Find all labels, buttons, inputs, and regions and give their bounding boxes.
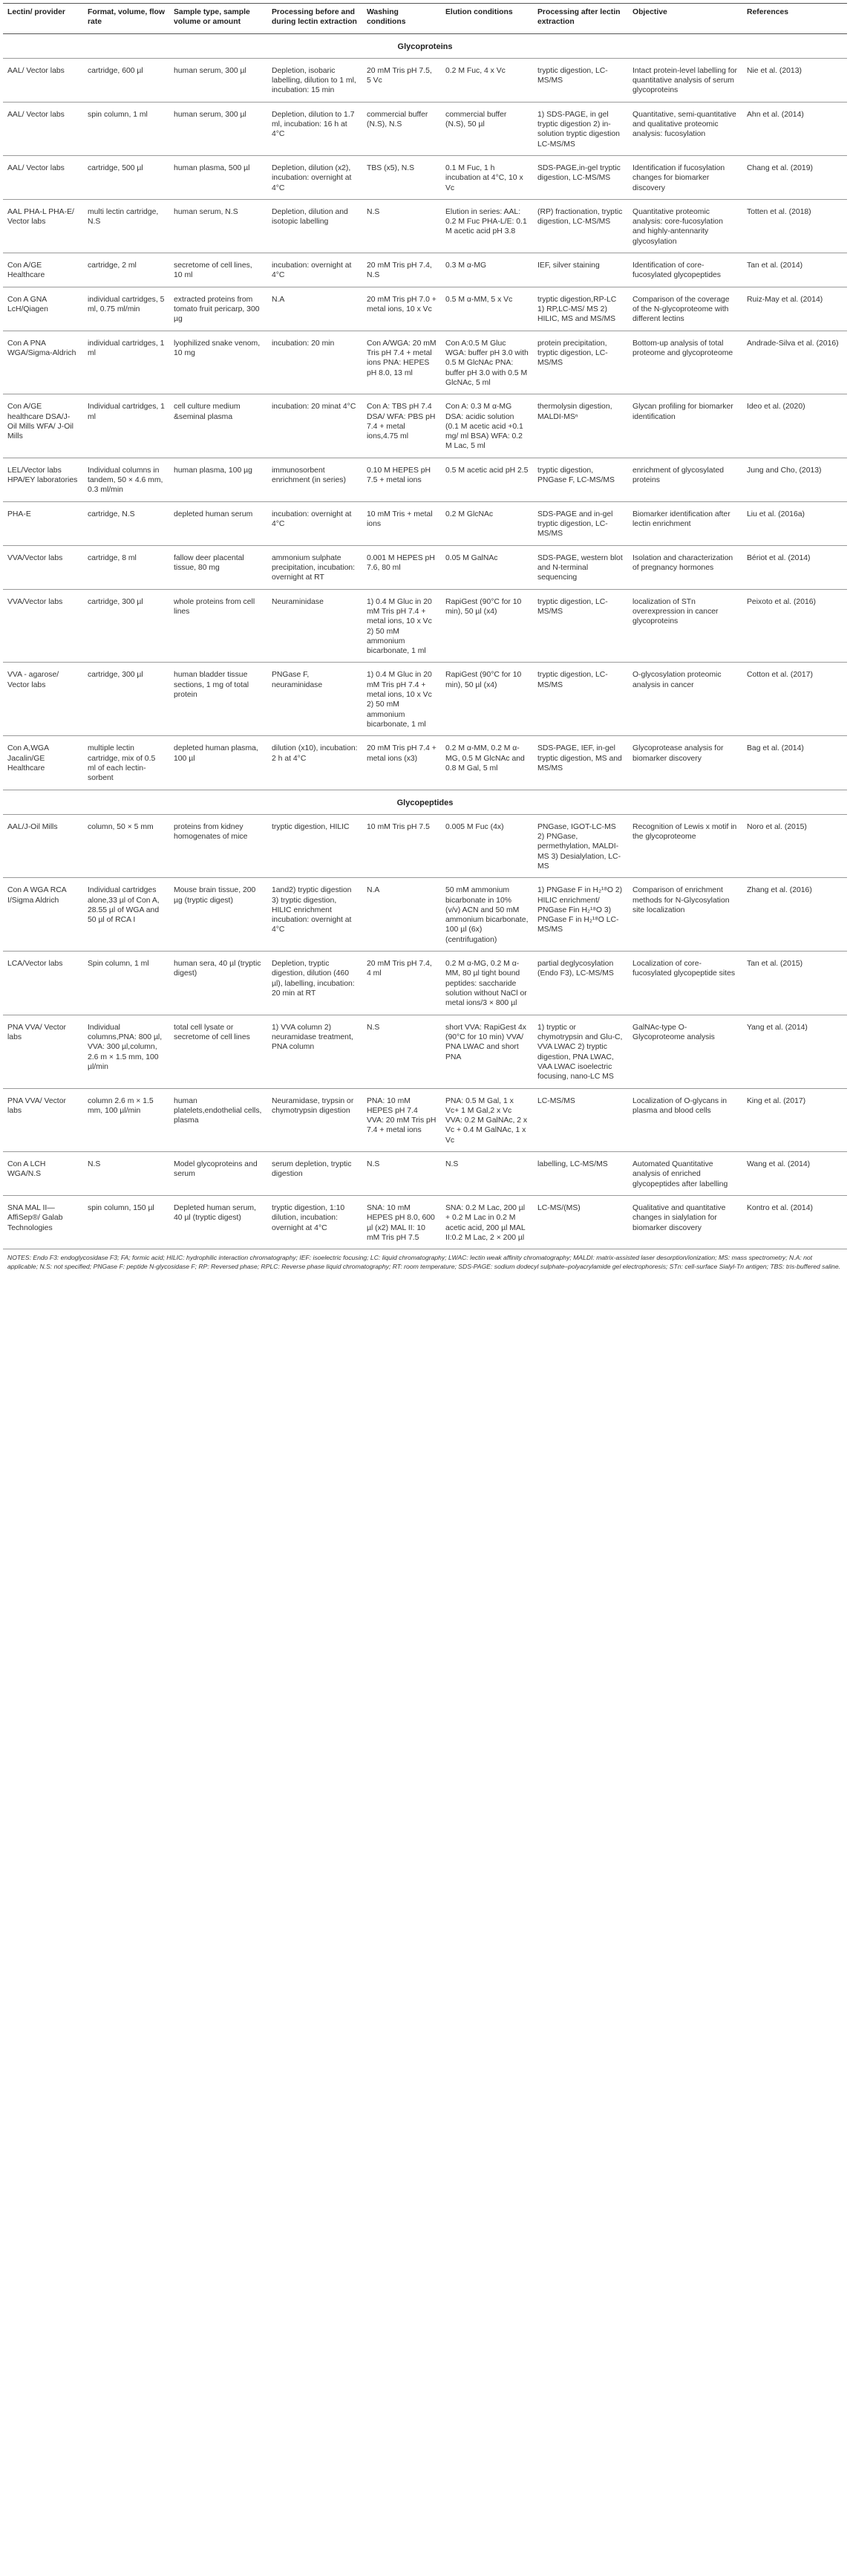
cell-processing-before: Depletion, isobaric labelling, dilution to 1 ml, incubation: 15 min bbox=[267, 58, 362, 102]
cell-objective: Comparison of the coverage of the N-glycoproteome with different lectins bbox=[628, 287, 742, 331]
cell-processing-before: Neuraminidase bbox=[267, 589, 362, 663]
cell-sample: lyophilized snake venom, 10 mg bbox=[169, 331, 267, 394]
cell-lectin-provider: LCA/Vector labs bbox=[3, 952, 83, 1015]
cell-format: Individual cartridges alone,33 µl of Con A, 28.55 µl of WGA and 50 µl of RCA I bbox=[83, 878, 169, 952]
cell-objective: Identification if fucosylation changes for biomarker discovery bbox=[628, 155, 742, 199]
cell-objective: localization of STn overexpression in cancer glycoproteins bbox=[628, 589, 742, 663]
cell-format: Individual cartridges, 1 ml bbox=[83, 394, 169, 458]
cell-washing: 20 mM Tris pH 7.4 + metal ions (x3) bbox=[362, 736, 441, 790]
cell-format: column 2.6 m × 1.5 mm, 100 µl/min bbox=[83, 1088, 169, 1152]
col-header-sample: Sample type, sample volume or amount bbox=[169, 4, 267, 34]
table-row bbox=[3, 878, 847, 952]
cell-lectin-provider: AAL/ Vector labs bbox=[3, 102, 83, 155]
cell-processing-after: tryptic digestion, PNGase F, LC-MS/MS bbox=[533, 458, 628, 501]
cell-format: multiple lectin cartridge, mix of 0.5 ml of each lectin-sorbent bbox=[83, 736, 169, 790]
cell-reference: Peixoto et al. (2016) bbox=[742, 589, 847, 663]
cell-washing: 10 mM Tris + metal ions bbox=[362, 501, 441, 545]
table-row bbox=[3, 458, 847, 501]
cell-processing-before: incubation: overnight at 4°C bbox=[267, 253, 362, 287]
cell-reference: Ideo et al. (2020) bbox=[742, 394, 847, 458]
cell-format: spin column, 150 µl bbox=[83, 1196, 169, 1249]
cell-processing-after: (RP) fractionation, tryptic digestion, LC-MS/MS bbox=[533, 199, 628, 253]
cell-elution: 0.05 M GalNAc bbox=[441, 545, 533, 589]
cell-reference: Tan et al. (2014) bbox=[742, 253, 847, 287]
section-title: Glycopeptides bbox=[3, 790, 847, 814]
cell-lectin-provider: Con A/GE Healthcare bbox=[3, 253, 83, 287]
cell-processing-before: serum depletion, tryptic digestion bbox=[267, 1152, 362, 1196]
cell-elution: 0.1 M Fuc, 1 h incubation at 4°C, 10 x Vᴄ bbox=[441, 155, 533, 199]
cell-washing: 1) 0.4 M Gluc in 20 mM Tris pH 7.4 + metal ions, 10 x Vᴄ 2) 50 mM ammonium bicarbonate, 1 ml bbox=[362, 589, 441, 663]
table-row bbox=[3, 155, 847, 199]
col-header-objective: Objective bbox=[628, 4, 742, 34]
cell-lectin-provider: PNA VVA/ Vector labs bbox=[3, 1088, 83, 1152]
cell-lectin-provider: PNA VVA/ Vector labs bbox=[3, 1015, 83, 1088]
cell-reference: Kontro et al. (2014) bbox=[742, 1196, 847, 1249]
cell-format: cartridge, 2 ml bbox=[83, 253, 169, 287]
cell-lectin-provider: VVA/Vector labs bbox=[3, 545, 83, 589]
cell-sample: human sera, 40 µl (tryptic digest) bbox=[169, 952, 267, 1015]
cell-objective: Identification of core-fucosylated glycopeptides bbox=[628, 253, 742, 287]
cell-washing: Con A/WGA: 20 mM Tris pH 7.4 + metal ions PNA: HEPES pH 8.0, 13 ml bbox=[362, 331, 441, 394]
cell-reference: Tan et al. (2015) bbox=[742, 952, 847, 1015]
cell-reference: Ruiz-May et al. (2014) bbox=[742, 287, 847, 331]
table-row bbox=[3, 736, 847, 790]
cell-processing-before: Depletion, dilution (x2), incubation: overnight at 4°C bbox=[267, 155, 362, 199]
table-row bbox=[3, 58, 847, 102]
cell-elution: 0.5 M α-MM, 5 x Vᴄ bbox=[441, 287, 533, 331]
cell-objective: Biomarker identification after lectin enrichment bbox=[628, 501, 742, 545]
cell-washing: 0.10 M HEPES pH 7.5 + metal ions bbox=[362, 458, 441, 501]
cell-lectin-provider: SNA MAL II—AffiSep®/ Galab Technologies bbox=[3, 1196, 83, 1249]
cell-processing-before: incubation: overnight at 4°C bbox=[267, 501, 362, 545]
cell-lectin-provider: AAL PHA-L PHA-E/ Vector labs bbox=[3, 199, 83, 253]
cell-objective: Bottom-up analysis of total proteome and glycoproteome bbox=[628, 331, 742, 394]
cell-elution: N.S bbox=[441, 1152, 533, 1196]
cell-processing-before: Neuramidase, trypsin or chymotrypsin digestion bbox=[267, 1088, 362, 1152]
cell-washing: 20 mM Tris pH 7.4, 4 ml bbox=[362, 952, 441, 1015]
cell-reference: Andrade-Silva et al. (2016) bbox=[742, 331, 847, 394]
cell-reference: Nie et al. (2013) bbox=[742, 58, 847, 102]
table-row bbox=[3, 589, 847, 663]
cell-sample: human serum, 300 µl bbox=[169, 102, 267, 155]
cell-washing: TBS (x5), N.S bbox=[362, 155, 441, 199]
cell-processing-after: 1) tryptic or chymotrypsin and Glu-C, VVA LWAC 2) tryptic digestion, PNA LWAC, VAA LWAC isoelectric focusing, nano-LC MS bbox=[533, 1015, 628, 1088]
cell-lectin-provider: VVA - agarose/ Vector labs bbox=[3, 663, 83, 736]
page bbox=[0, 0, 850, 1271]
cell-processing-after: tryptic digestion, LC-MS/MS bbox=[533, 663, 628, 736]
table-row bbox=[3, 545, 847, 589]
cell-reference: Chang et al. (2019) bbox=[742, 155, 847, 199]
table-row bbox=[3, 394, 847, 458]
cell-objective: Localization of core-fucosylated glycopeptide sites bbox=[628, 952, 742, 1015]
cell-format: individual cartridges, 5 ml, 0.75 ml/min bbox=[83, 287, 169, 331]
cell-washing: N.S bbox=[362, 199, 441, 253]
cell-lectin-provider: Con A GNA LcH/Qiagen bbox=[3, 287, 83, 331]
cell-objective: Isolation and characterization of pregnancy hormones bbox=[628, 545, 742, 589]
table-row bbox=[3, 1088, 847, 1152]
cell-processing-before: ammonium sulphate precipitation, incubation: overnight at RT bbox=[267, 545, 362, 589]
cell-lectin-provider: Con A/GE healthcare DSA/J-Oil Mills WFA/ J-Oil Mills bbox=[3, 394, 83, 458]
cell-lectin-provider: LEL/Vector labs HPA/EY laboratories bbox=[3, 458, 83, 501]
cell-processing-after: LC-MS/MS bbox=[533, 1088, 628, 1152]
cell-reference: Bag et al. (2014) bbox=[742, 736, 847, 790]
cell-processing-after: SDS-PAGE,in-gel tryptic digestion, LC-MS/MS bbox=[533, 155, 628, 199]
cell-objective: O-glycosylation proteomic analysis in cancer bbox=[628, 663, 742, 736]
col-header-lectin: Lectin/ provider bbox=[3, 4, 83, 34]
cell-sample: human serum, 300 µl bbox=[169, 58, 267, 102]
cell-format: multi lectin cartridge, N.S bbox=[83, 199, 169, 253]
cell-format: column, 50 × 5 mm bbox=[83, 814, 169, 878]
cell-reference: Zhang et al. (2016) bbox=[742, 878, 847, 952]
cell-objective: GalNAc-type O-Glycoproteome analysis bbox=[628, 1015, 742, 1088]
cell-washing: 20 mM Tris pH 7.5, 5 Vᴄ bbox=[362, 58, 441, 102]
cell-objective: Quantitative, semi-quantitative and qualitative proteomic analysis: fucosylation bbox=[628, 102, 742, 155]
cell-lectin-provider: Con A WGA RCA I/Sigma Aldrich bbox=[3, 878, 83, 952]
cell-elution: 0.5 M acetic acid pH 2.5 bbox=[441, 458, 533, 501]
cell-washing: N.S bbox=[362, 1152, 441, 1196]
cell-sample: Model glycoproteins and serum bbox=[169, 1152, 267, 1196]
cell-processing-after: 1) PNGase F in H₂¹⁸O 2) HILIC enrichment/ PNGase Fin H₂¹⁸O 3) PNGase F in H₂¹⁸O LC-MS/MS bbox=[533, 878, 628, 952]
cell-processing-after: LC-MS/(MS) bbox=[533, 1196, 628, 1249]
cell-objective: Qualitative and quantitative changes in sialylation for biomarker discovery bbox=[628, 1196, 742, 1249]
cell-sample: fallow deer placental tissue, 80 mg bbox=[169, 545, 267, 589]
cell-lectin-provider: AAL/ Vector labs bbox=[3, 58, 83, 102]
table-row bbox=[3, 952, 847, 1015]
cell-sample: Mouse brain tissue, 200 µg (tryptic digest) bbox=[169, 878, 267, 952]
header-row bbox=[3, 4, 847, 34]
cell-reference: Yang et al. (2014) bbox=[742, 1015, 847, 1088]
cell-sample: cell culture medium &seminal plasma bbox=[169, 394, 267, 458]
table-row bbox=[3, 501, 847, 545]
cell-washing: 20 mM Tris pH 7.4, N.S bbox=[362, 253, 441, 287]
section-row bbox=[3, 790, 847, 814]
cell-processing-before: N.A bbox=[267, 287, 362, 331]
cell-processing-before: incubation: 20 minat 4°C bbox=[267, 394, 362, 458]
col-header-washing: Washing conditions bbox=[362, 4, 441, 34]
cell-objective: Glycan profiling for biomarker identification bbox=[628, 394, 742, 458]
table-row bbox=[3, 287, 847, 331]
cell-sample: Depleted human serum, 40 µl (tryptic digest) bbox=[169, 1196, 267, 1249]
cell-washing: N.A bbox=[362, 878, 441, 952]
cell-processing-before: immunosorbent enrichment (in series) bbox=[267, 458, 362, 501]
cell-sample: human plasma, 100 µg bbox=[169, 458, 267, 501]
cell-format: cartridge, N.S bbox=[83, 501, 169, 545]
cell-washing: 20 mM Tris pH 7.0 + metal ions, 10 x Vᴄ bbox=[362, 287, 441, 331]
table-row bbox=[3, 199, 847, 253]
cell-reference: Liu et al. (2016a) bbox=[742, 501, 847, 545]
cell-processing-after: thermolysin digestion, MALDI-MSⁿ bbox=[533, 394, 628, 458]
cell-processing-before: dilution (x10), incubation: 2 h at 4°C bbox=[267, 736, 362, 790]
cell-reference: Totten et al. (2018) bbox=[742, 199, 847, 253]
cell-processing-before: tryptic digestion, 1:10 dilution, incubation: overnight at 4°C bbox=[267, 1196, 362, 1249]
cell-processing-before: tryptic digestion, HILIC bbox=[267, 814, 362, 878]
lectin-table bbox=[3, 3, 847, 1249]
cell-format: Individual columns,PNA: 800 µl, VVA: 300 µl,column, 2.6 m × 1.5 mm, 100 µl/min bbox=[83, 1015, 169, 1088]
cell-elution: 0.005 M Fuc (4x) bbox=[441, 814, 533, 878]
cell-processing-after: tryptic digestion,RP-LC 1) RP,LC-MS/ MS 2) HILIC, MS and MS/MS bbox=[533, 287, 628, 331]
cell-sample: whole proteins from cell lines bbox=[169, 589, 267, 663]
cell-sample: proteins from kidney homogenates of mice bbox=[169, 814, 267, 878]
cell-elution: Elution in series: AAL: 0.2 M Fuc PHA-L/E: 0.1 M acetic acid pH 3.8 bbox=[441, 199, 533, 253]
cell-processing-before: PNGase F, neuraminidase bbox=[267, 663, 362, 736]
cell-washing: PNA: 10 mM HEPES pH 7.4 VVA: 20 mM Tris pH 7.4 + metal ions bbox=[362, 1088, 441, 1152]
cell-processing-after: PNGase, IGOT-LC-MS 2) PNGase, permethylation, MALDI-MS 3) Desialylation, LC-MS bbox=[533, 814, 628, 878]
cell-processing-before: 1and2) tryptic digestion 3) tryptic digestion, HILIC enrichment incubation: overnight at 4°C bbox=[267, 878, 362, 952]
cell-reference: King et al. (2017) bbox=[742, 1088, 847, 1152]
cell-sample: total cell lysate or secretome of cell lines bbox=[169, 1015, 267, 1088]
cell-sample: depleted human serum bbox=[169, 501, 267, 545]
cell-elution: SNA: 0.2 M Lac, 200 µl + 0.2 M Lac in 0.2 M acetic acid, 200 µl MAL II:0.2 M Lac, 2 × 200 µl bbox=[441, 1196, 533, 1249]
cell-reference: Jung and Cho, (2013) bbox=[742, 458, 847, 501]
cell-reference: Cotton et al. (2017) bbox=[742, 663, 847, 736]
col-header-format: Format, volume, flow rate bbox=[83, 4, 169, 34]
cell-format: cartridge, 600 µl bbox=[83, 58, 169, 102]
cell-format: Individual columns in tandem, 50 × 4.6 mm, 0.3 ml/min bbox=[83, 458, 169, 501]
table-row bbox=[3, 1152, 847, 1196]
cell-format: cartridge, 500 µl bbox=[83, 155, 169, 199]
cell-format: N.S bbox=[83, 1152, 169, 1196]
cell-lectin-provider: PHA-E bbox=[3, 501, 83, 545]
cell-washing: 10 mM Tris pH 7.5 bbox=[362, 814, 441, 878]
cell-elution: RapiGest (90°C for 10 min), 50 µl (x4) bbox=[441, 589, 533, 663]
cell-processing-before: Depletion, dilution to 1.7 ml, incubation: 16 h at 4°C bbox=[267, 102, 362, 155]
cell-washing: 1) 0.4 M Gluc in 20 mM Tris pH 7.4 + metal ions, 10 x Vᴄ 2) 50 mM ammonium bicarbonate, 1 ml bbox=[362, 663, 441, 736]
cell-processing-before: Depletion, dilution and isotopic labelling bbox=[267, 199, 362, 253]
cell-objective: Quantitative proteomic analysis: core-fucosylation and highly-antennarity glycosylation bbox=[628, 199, 742, 253]
table-row bbox=[3, 102, 847, 155]
table-row bbox=[3, 331, 847, 394]
cell-washing: SNA: 10 mM HEPES pH 8.0, 600 µl (x2) MAL II: 10 mM Tris pH 7.5 bbox=[362, 1196, 441, 1249]
cell-processing-after: SDS-PAGE and in-gel tryptic digestion, LC-MS/MS bbox=[533, 501, 628, 545]
cell-sample: human bladder tissue sections, 1 mg of total protein bbox=[169, 663, 267, 736]
cell-sample: depleted human plasma, 100 µl bbox=[169, 736, 267, 790]
cell-processing-after: tryptic digestion, LC-MS/MS bbox=[533, 589, 628, 663]
cell-objective: Localization of O-glycans in plasma and blood cells bbox=[628, 1088, 742, 1152]
table-row bbox=[3, 1015, 847, 1088]
cell-elution: Con A:0.5 M Gluc WGA: buffer pH 3.0 with 0.5 M GlcNAc PNA: buffer pH 3.0 with 0.5 M GlcNAc, 5 ml bbox=[441, 331, 533, 394]
cell-objective: Comparison of enrichment methods for N-Glycosylation site localization bbox=[628, 878, 742, 952]
cell-washing: 0.001 M HEPES pH 7.6, 80 ml bbox=[362, 545, 441, 589]
cell-processing-after: 1) SDS-PAGE, in gel tryptic digestion 2) in-solution tryptic digestion LC-MS/MS bbox=[533, 102, 628, 155]
table-notes: NOTES: Endo F3: endoglycosidase F3; FA; formic acid; HILIC: hydrophilic interaction chromatography; IEF: isoelectric focusing; LC: liquid chromatography; LWAC: lectin weak affinity chromatography; MALDI: matrix-assisted laser desorption/ionization; MS: mass spectrometry; N.A: not applicable; N.S: not specified; PNGase F: peptide N-glycosidase F; RP: Reversed phase; RPLC: Reverse phase liquid chromatography; RT: room temperature; SDS-PAGE: sodium dodecyl sulphate–polyacrylamide gel electrophoresis; STn: cell-surface Sialyl-Tn antigen; TBS: tris-buffered saline. bbox=[7, 1254, 841, 1270]
cell-sample: extracted proteins from tomato fruit pericarp, 300 µg bbox=[169, 287, 267, 331]
cell-sample: human plasma, 500 µl bbox=[169, 155, 267, 199]
cell-reference: Noro et al. (2015) bbox=[742, 814, 847, 878]
table-row bbox=[3, 663, 847, 736]
cell-lectin-provider: AAL/J-Oil Mills bbox=[3, 814, 83, 878]
cell-processing-after: tryptic digestion, LC-MS/MS bbox=[533, 58, 628, 102]
cell-elution: PNA: 0.5 M Gal, 1 x Vᴄ+ 1 M Gal,2 x Vᴄ VVA: 0.2 M GalNAc, 2 x Vᴄ + 0.4 M GalNAc, 1 x Vᴄ bbox=[441, 1088, 533, 1152]
cell-lectin-provider: AAL/ Vector labs bbox=[3, 155, 83, 199]
cell-processing-after: partial deglycosylation (Endo F3), LC-MS/MS bbox=[533, 952, 628, 1015]
cell-processing-after: IEF, silver staining bbox=[533, 253, 628, 287]
cell-format: cartridge, 300 µl bbox=[83, 589, 169, 663]
cell-elution: 0.2 M GlcNAc bbox=[441, 501, 533, 545]
col-header-elution: Elution conditions bbox=[441, 4, 533, 34]
cell-elution: 0.2 M Fuc, 4 x Vᴄ bbox=[441, 58, 533, 102]
cell-lectin-provider: VVA/Vector labs bbox=[3, 589, 83, 663]
cell-elution: 0.2 M α-MG, 0.2 M α-MM, 80 µl tight bound peptides: saccharide solution without NaCl or metal ions/3 × 800 µl bbox=[441, 952, 533, 1015]
table-row bbox=[3, 1196, 847, 1249]
col-header-processing-before: Processing before and during lectin extraction bbox=[267, 4, 362, 34]
cell-format: cartridge, 300 µl bbox=[83, 663, 169, 736]
cell-sample: human serum, N.S bbox=[169, 199, 267, 253]
cell-lectin-provider: Con A LCH WGA/N.S bbox=[3, 1152, 83, 1196]
table-row bbox=[3, 814, 847, 878]
cell-elution: 0.3 M α-MG bbox=[441, 253, 533, 287]
cell-elution: 0.2 M α-MM, 0.2 M α-MG, 0.5 M GlcNAc and 0.8 M Gal, 5 ml bbox=[441, 736, 533, 790]
cell-objective: Intact protein-level labelling for quantitative analysis of serum glycoproteins bbox=[628, 58, 742, 102]
section-row bbox=[3, 33, 847, 58]
cell-reference: Bériot et al. (2014) bbox=[742, 545, 847, 589]
cell-washing: Con A: TBS pH 7.4 DSA/ WFA: PBS pH 7.4 + metal ions,4.75 ml bbox=[362, 394, 441, 458]
cell-processing-before: incubation: 20 min bbox=[267, 331, 362, 394]
cell-elution: commercial buffer (N.S), 50 µl bbox=[441, 102, 533, 155]
section-title: Glycoproteins bbox=[3, 33, 847, 58]
cell-format: spin column, 1 ml bbox=[83, 102, 169, 155]
table-body bbox=[3, 33, 847, 1249]
cell-elution: short VVA: RapiGest 4x (90°C for 10 min) VVA/ PNA LWAC and short PNA bbox=[441, 1015, 533, 1088]
cell-format: individual cartridges, 1 ml bbox=[83, 331, 169, 394]
cell-reference: Wang et al. (2014) bbox=[742, 1152, 847, 1196]
cell-objective: Glycoprotease analysis for biomarker discovery bbox=[628, 736, 742, 790]
cell-washing: commercial buffer (N.S), N.S bbox=[362, 102, 441, 155]
cell-objective: Automated Quantitative analysis of enriched glycopeptides after labelling bbox=[628, 1152, 742, 1196]
cell-format: cartridge, 8 ml bbox=[83, 545, 169, 589]
cell-reference: Ahn et al. (2014) bbox=[742, 102, 847, 155]
cell-processing-after: protein precipitation, tryptic digestion, LC-MS/MS bbox=[533, 331, 628, 394]
cell-objective: Recognition of Lewis x motif in the glycoproteome bbox=[628, 814, 742, 878]
cell-processing-before: Depletion, tryptic digestion, dilution (460 µl), labelling, incubation: 20 min at RT bbox=[267, 952, 362, 1015]
cell-sample: human platelets,endothelial cells, plasma bbox=[169, 1088, 267, 1152]
cell-processing-after: SDS-PAGE, western blot and N-terminal sequencing bbox=[533, 545, 628, 589]
cell-elution: Con A: 0.3 M α-MG DSA: acidic solution (0.1 M acetic acid +0.1 mg/ ml BSA) WFA: 0.2 M Lac, 5 ml bbox=[441, 394, 533, 458]
cell-sample: secretome of cell lines, 10 ml bbox=[169, 253, 267, 287]
cell-elution: 50 mM ammonium bicarbonate in 10% (v/v) ACN and 50 mM ammonium bicarbonate, 100 µl (6x) (centrifugation) bbox=[441, 878, 533, 952]
cell-lectin-provider: Con A PNA WGA/Sigma-Aldrich bbox=[3, 331, 83, 394]
cell-objective: enrichment of glycosylated proteins bbox=[628, 458, 742, 501]
cell-processing-before: 1) VVA column 2) neuramidase treatment, PNA column bbox=[267, 1015, 362, 1088]
cell-washing: N.S bbox=[362, 1015, 441, 1088]
cell-lectin-provider: Con A,WGA Jacalin/GE Healthcare bbox=[3, 736, 83, 790]
cell-format: Spin column, 1 ml bbox=[83, 952, 169, 1015]
cell-processing-after: labelling, LC-MS/MS bbox=[533, 1152, 628, 1196]
cell-elution: RapiGest (90°C for 10 min), 50 µl (x4) bbox=[441, 663, 533, 736]
col-header-references: References bbox=[742, 4, 847, 34]
table-row bbox=[3, 253, 847, 287]
cell-processing-after: SDS-PAGE, IEF, in-gel tryptic digestion, MS and MS/MS bbox=[533, 736, 628, 790]
col-header-processing-after: Processing after lectin extraction bbox=[533, 4, 628, 34]
